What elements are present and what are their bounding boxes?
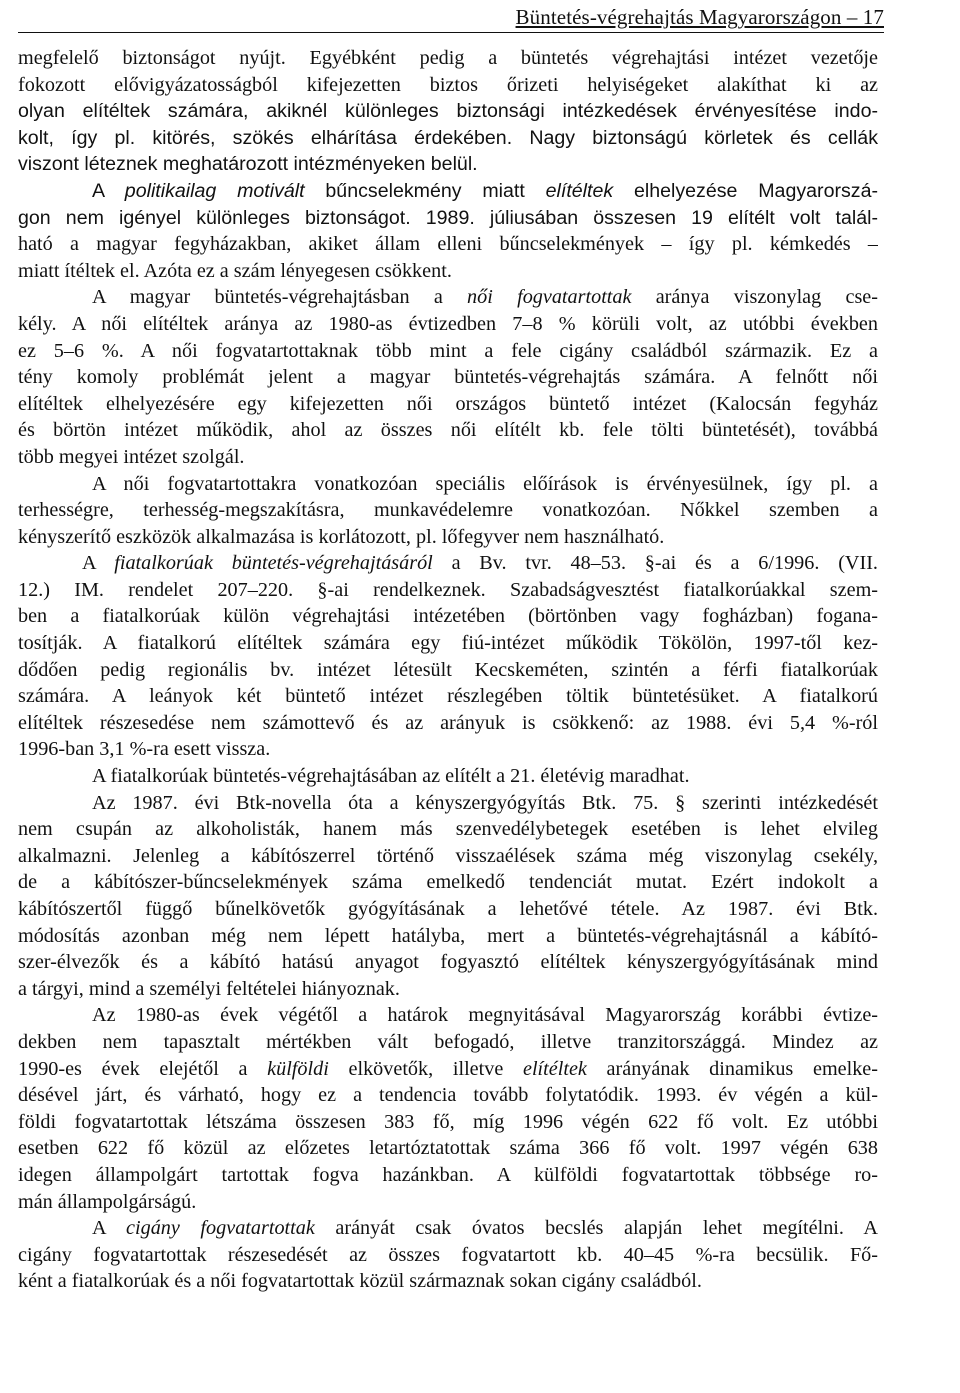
text-line: szer-élvezők és a kábító hatású anyagot fogyasztó elítéltek kényszergyógyításának mind xyxy=(18,951,878,974)
text-line: számára. A leányok két büntető intézet részlegében töltik büntetésüket. A fiatalkorú xyxy=(18,685,878,708)
text-run: arányát csak óvatos becslés alapján lehet megítélni. A xyxy=(314,1217,878,1240)
text-line: ként a fiatalkorúak és a női fogvatartottak közül származnak sokan cigány családból. xyxy=(18,1270,702,1293)
text-line: megfelelő biztonságot nyújt. Egyébként pedig a büntetés végrehajtási intézet vezetője xyxy=(18,47,878,69)
text-line: mán állampolgárságú. xyxy=(18,1190,197,1213)
text-run: arányának dinamikus emelke- xyxy=(586,1057,878,1080)
text-line: tosítják. A fiatalkorú elítéltek számára egy fiú-intézet működik Tökölön, 1997-től kez- xyxy=(18,632,878,655)
italic-term: cigány fogvatartottak xyxy=(126,1217,315,1240)
text-run: 1990-es évek elejétől a xyxy=(18,1057,268,1080)
running-title: Büntetés-végrehajtás Magyarországon – 17 xyxy=(515,5,884,29)
text-line xyxy=(18,1215,878,1242)
text-line: de a kábítószer-bűncselekmények száma emelkedő tendenciát mutat. Ezért indokolt a xyxy=(18,871,878,894)
italic-term: női fogvatartottak xyxy=(467,286,632,309)
text-line: miatt ítéltek el. Azóta ez a szám lényegesen csökkent. xyxy=(18,259,452,282)
text-line: Az 1987. évi Btk-novella óta a kényszergyógyítás Btk. 75. § szerinti intézkedését xyxy=(92,791,878,814)
italic-term: elítéltek xyxy=(522,1057,587,1080)
text-line: és börtön intézet működik, ahol az összes női elítélt kb. fele tölti büntetését), továbbá xyxy=(18,419,878,442)
text-line: 12.) IM. rendelet 207–220. §-ai rendelkeznek. Szabadságvesztést fiatalkorúakkal szem- xyxy=(18,578,878,601)
text-run: A xyxy=(92,1217,127,1240)
text-line: több megyei intézet szolgál. xyxy=(18,445,245,468)
text-line xyxy=(18,1056,878,1083)
text-line: nem csupán az alkoholisták, hanem más szenvedélybetegek esetében is lehet elvileg xyxy=(18,818,878,841)
text-line: földi fogvatartottak létszáma összesen 383 fő, míg 1996 végén 622 fő volt. Ez utóbbi xyxy=(18,1110,878,1133)
paragraph xyxy=(18,471,878,551)
italic-term: politikailag motivált xyxy=(124,179,305,202)
text-line: fokozott elővigyázatosságból kifejezetten biztos őrizeti helyiségeket alakíthat ki az xyxy=(18,73,878,96)
text-line: cigány fogvatartottak részesedését az összes fogvatartott kb. 40–45 %-ra becsülik. Fő- xyxy=(18,1243,878,1266)
paragraph xyxy=(18,550,878,763)
text-run: bűncselekmény miatt xyxy=(304,179,546,202)
italic-term: fiatalkorúak büntetés-végrehajtásáról xyxy=(114,552,433,575)
paragraph xyxy=(18,763,878,790)
text-run: elkövetők, illetve xyxy=(328,1057,523,1080)
text-run: A magyar büntetés-végrehajtásban a xyxy=(92,286,468,309)
text-line: terhességre, terhesség-megszakításra, munkavédelemre vonatkozóan. Nőkkel szemben a xyxy=(18,499,878,522)
text-line: a tárgyi, mind a személyi feltételei hiányoznak. xyxy=(18,977,400,1000)
text-line: ható a magyar fegyházakban, akiket állam elleni bűncselekmények – így pl. kémkedés – xyxy=(18,233,878,256)
text-run: a Bv. tvr. 48–53. §-ai és a 6/1996. (VII. xyxy=(432,552,878,575)
text-line: 1996-ban 3,1 %-ra esett vissza. xyxy=(18,738,271,761)
paragraph xyxy=(18,790,878,1003)
paragraph xyxy=(18,178,878,284)
text-line: dekben nem tapasztalt mértékben vált befogadó, illetve tranzitországgá. Mindez az xyxy=(18,1030,878,1053)
paragraph xyxy=(18,1215,878,1295)
text-line xyxy=(18,178,878,205)
text-line: módosítás azonban még nem lépett hatályba, mert a büntetés-végrehajtásnál a kábító- xyxy=(18,924,878,947)
italic-term: elítéltek xyxy=(545,179,614,202)
text-line xyxy=(18,284,878,311)
text-line xyxy=(18,550,878,577)
paragraph xyxy=(18,45,878,178)
text-line: olyan elítéltek számára, akiknél különleges biztonsági intézkedések érvényesítése indo- xyxy=(18,100,878,123)
text-line: A fiatalkorúak büntetés-végrehajtásában az elítélt a 21. életévig maradhat. xyxy=(92,765,690,788)
text-line: tény komoly problémát jelent a magyar büntetés-végrehajtás számára. A felnőtt női xyxy=(18,366,878,389)
text-line: kolt, így pl. kitörés, szökés elhárítása érdekében. Nagy biztonságú körletek és cellák xyxy=(18,126,878,149)
text-run: elhelyezése Magyarorszá- xyxy=(613,179,878,202)
text-run: aránya viszonylag cse- xyxy=(631,286,878,309)
text-line: elítéltek elhelyezésére egy kifejezetten női országos büntető intézet (Kalocsán fegyház xyxy=(18,392,878,415)
text-line: idegen állampolgárt tartottak fogva hazánkban. A külföldi fogvatartottak többsége ro- xyxy=(18,1163,878,1186)
text-line: elítéltek részesedése nem számottevő és az arányuk is csökkenő: az 1988. évi 5,4 %-ról xyxy=(18,711,878,734)
text-line: dődően pedig regionális bv. intézet létesült Kecskeméten, szintén a férfi fiatalkorúak xyxy=(18,658,878,681)
text-line: viszont léteznek meghatározott intézményeken belül. xyxy=(18,153,478,176)
text-line: A női fogvatartottakra vonatkozóan speciális előírások is érvényesülnek, így pl. a xyxy=(92,472,878,495)
running-header xyxy=(18,4,884,33)
text-line: kábítószertől függő bűnelkövetők gyógyításának a lehetővé tétele. Az 1987. évi Btk. xyxy=(18,898,878,920)
text-line: ez 5–6 %. A női fogvatartottaknak több mint a fele cigány családból származik. Ez a xyxy=(18,339,878,362)
text-line: ben a fiatalkorúak külön végrehajtási intézetében (börtönben vagy fogházban) fogana- xyxy=(18,605,878,628)
paragraph xyxy=(18,284,878,470)
text-line: kényszerítő eszközök alkalmazása is korlátozott, pl. lőfegyver nem használható. xyxy=(18,525,665,548)
text-run: A xyxy=(82,552,115,575)
text-line: gon nem igényel különleges biztonságot. 1989. júliusában összesen 19 elítélt volt talál- xyxy=(18,206,878,229)
text-run: A xyxy=(92,179,125,202)
paragraph xyxy=(18,1002,878,1215)
text-line: kély. A női elítéltek aránya az 1980-as évtizedben 7–8 % körüli volt, az utóbbi években xyxy=(18,312,878,335)
text-line: désével járt, és várható, hogy ez a tendencia tovább folytatódik. 1993. év végén a kül- xyxy=(18,1084,878,1107)
text-line: Az 1980-as évek végétől a határok megnyitásával Magyarország korábbi évtize- xyxy=(92,1004,878,1027)
text-line: alkalmazni. Jelenleg a kábítószerrel történő visszaélések száma még viszonylag csekély, xyxy=(18,844,878,867)
text-line: esetben 622 fő közül az előzetes letartóztatottak száma 366 fő volt. 1997 végén 638 xyxy=(18,1137,878,1160)
document-body xyxy=(18,45,878,1295)
italic-term: külföldi xyxy=(267,1057,329,1080)
